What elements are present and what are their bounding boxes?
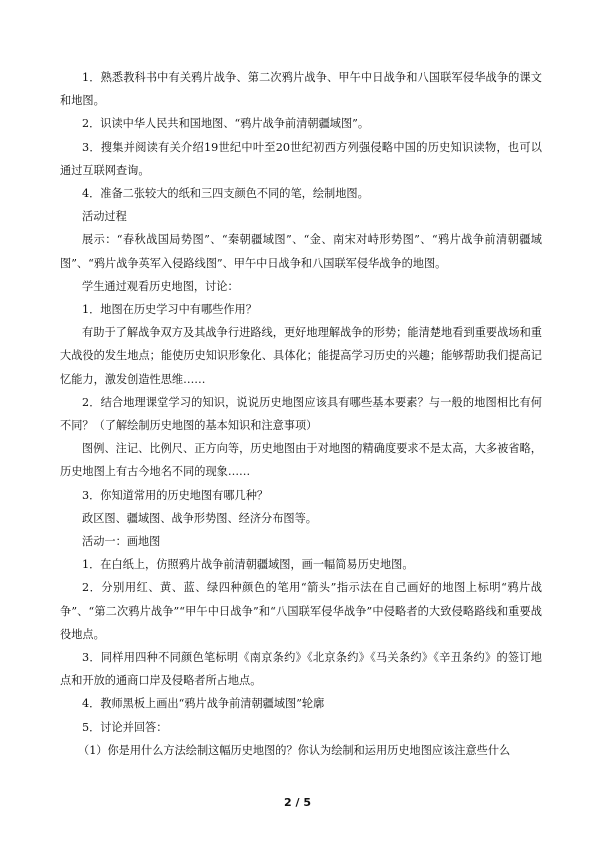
paragraph-prep-3: 3．搜集并阅读有关介绍19世纪中叶至20世纪初西方列强侵略中国的历史知识读物，也可以通过互联网查询。: [60, 140, 542, 177]
section-heading-activity-1: 活动一：画地图: [82, 535, 161, 549]
activity-step-4: 4．教师黑板上画出“鸦片战争前清朝疆域图”轮廓: [82, 697, 325, 711]
paragraph-prep-2: 2．识读中华人民共和国地图、“鸦片战争前清朝疆域图”。: [82, 117, 370, 131]
question-1: 1．地图在历史学习中有哪些作用？: [82, 303, 257, 317]
activity-step-2: 2．分别用红、黄、蓝、绿四种颜色的笔用“箭头”指示法在自己画好的地图上标明“鸦片战争”、“第二次鸦片战争”“甲午中日战争”和“八国联军侵华战争”中侵略者的大致侵略路线和重要战役地点。: [60, 581, 542, 641]
activity-step-3: 3．同样用四种不同颜色笔标明《南京条约》《北京条约》《马关条约》《辛丑条约》的签订地点和开放的通商口岸及侵略者所占地点。: [60, 651, 542, 688]
paragraph-display: 展示：“春秋战国局势图”、“秦朝疆域图”、“金、南宋对峙形势图”、“鸦片战争前清朝疆域图”、“鸦片战争英军入侵路线图”、甲午中日战争和八国联军侵华战争的地图。: [60, 233, 542, 270]
page-number: 2 / 5: [284, 796, 311, 809]
answer-2: 图例、注记、比例尺、正方向等，历史地图由于对地图的精确度要求不是太高，大多被省略，历史地图上有古今地名不同的现象……: [60, 442, 542, 479]
answer-3: 政区图、疆域图、战争形势图、经济分布图等。: [82, 511, 317, 525]
activity-step-1: 1．在白纸上，仿照鸦片战争前清朝疆域图，画一幅简易历史地图。: [82, 558, 414, 572]
paragraph-prep-1: 1．熟悉教科书中有关鸦片战争、第二次鸦片战争、甲午中日战争和八国联军侵华战争的课文和地图。: [60, 71, 542, 108]
activity-step-5: 5．讨论并回答：: [82, 720, 168, 734]
paragraph-prep-4: 4．准备二张较大的纸和三四支颜色不同的笔，绘制地图。: [82, 187, 369, 201]
body-text: [60, 66, 542, 762]
section-heading-process: 活动过程: [82, 210, 127, 224]
question-3: 3．你知道常用的历史地图有哪几种？: [82, 488, 269, 502]
answer-1: 有助于了解战争双方及其战争行进路线，更好地理解战争的形势；能清楚地看到重要战场和重大战役的发生地点；能使历史知识形象化、具体化；能提高学习历史的兴趣；能够帮助我们提高记忆能力，激发创造性思维……: [60, 326, 542, 386]
question-2: 2．结合地理课堂学习的知识，说说历史地图应该具有哪些基本要素？与一般的地图相比有何不同？（了解绘制历史地图的基本知识和注意事项）: [60, 395, 542, 433]
paragraph-discussion-intro: 学生通过观看历史地图，讨论：: [82, 279, 239, 293]
discussion-question-1: （1）你是用什么方法绘制这幅历史地图的？你认为绘制和运用历史地图应该注意些什么: [78, 743, 511, 757]
